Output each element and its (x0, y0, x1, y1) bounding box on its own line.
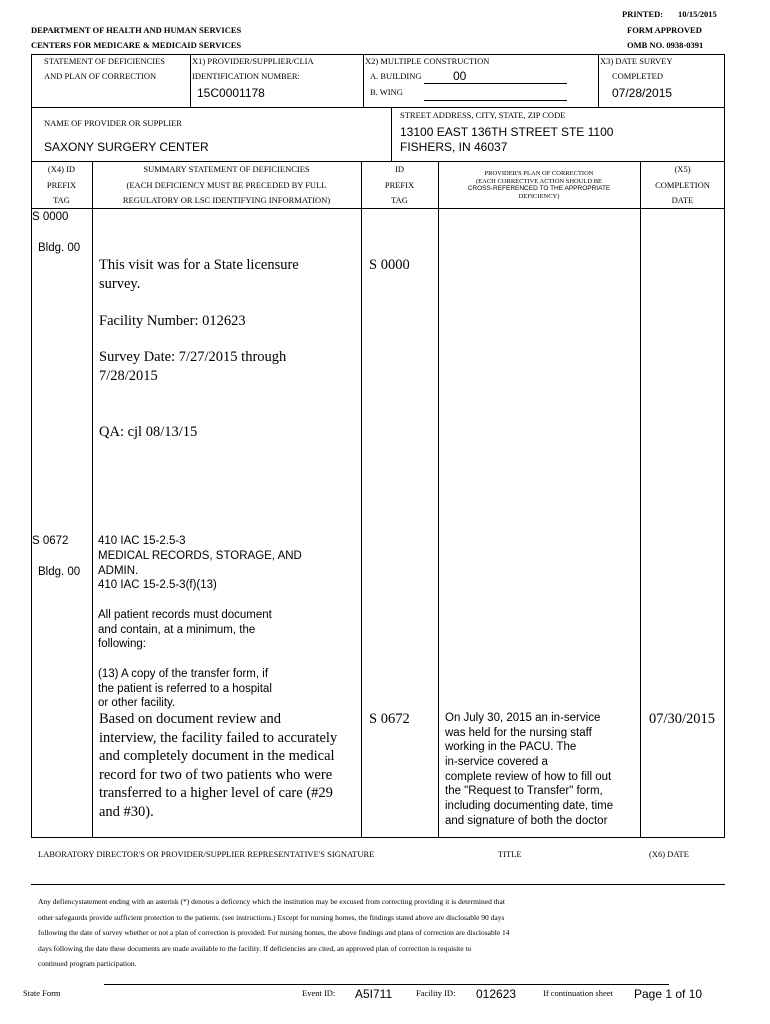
box2-bottom-border (31, 161, 725, 162)
printed-date: 10/15/2015 (678, 9, 717, 19)
completion-header: COMPLETION (655, 180, 710, 190)
box1-left-border (31, 54, 32, 108)
address-line-1: 13100 EAST 136TH STREET STE 1100 (400, 125, 614, 139)
plan-line-2: was held for the nursing staff (445, 727, 592, 739)
continuation-label: If continuation sheet (543, 988, 613, 998)
id-header: ID (395, 164, 404, 174)
plan-line-6: the "Request to Transfer" form, (445, 785, 603, 797)
col-div-1 (92, 161, 93, 838)
x1-label-1: X1) PROVIDER/SUPPLIER/CLIA (192, 56, 314, 66)
director-signature-label: LABORATORY DIRECTOR'S OR PROVIDER/SUPPLIER REPRESENTATIVE'S SIGNATURE (38, 849, 375, 859)
address-line-2: FISHERS, IN 46037 (400, 140, 508, 154)
department-title: DEPARTMENT OF HEALTH AND HUMAN SERVICES (31, 25, 242, 35)
x3-label-2: COMPLETED (612, 71, 663, 81)
summary-header-2: (EACH DEFICIENCY MUST BE PRECEDED BY FULL (126, 180, 327, 190)
disclaimer (38, 894, 510, 972)
facility-id-value: 012623 (476, 987, 517, 1001)
finding-line-5: transferred to a higher level of care (#29 (99, 785, 333, 801)
title-label: TITLE (498, 849, 522, 859)
box1-top-border (31, 54, 725, 55)
plan-header-3: CROSS-REFERENCED TO THE APPROPRIATE (467, 185, 611, 192)
requirement-line-2: and contain, at a minimum, the (98, 624, 256, 636)
date-header: DATE (671, 195, 694, 205)
id-s0000: S 0000 (369, 257, 410, 273)
plan-line-8: and signature of both the doctor (445, 815, 608, 827)
regulation-line-2: MEDICAL RECORDS, STORAGE, AND (98, 550, 302, 562)
disclaimer-line-1: Any defiencystatement ending with an asterisk (*) denotes a deficency which the institution may be excused from correcting providing it is determined that (38, 897, 505, 906)
form-approved: FORM APPROVED (627, 25, 702, 35)
disclaimer-line-3: following the date of survey whether or not a plan of correction is provided. For nursing homes, the above findings and plans of correction are disclosable 14 (38, 928, 510, 937)
table-left-border (31, 161, 32, 838)
tag-s0000: S 0000 (32, 211, 69, 223)
header-bottom-border (31, 208, 725, 209)
provider-name-label: NAME OF PROVIDER OR SUPPLIER (44, 118, 182, 128)
x3-label-1: X3) DATE SURVEY (600, 56, 673, 66)
address-label: STREET ADDRESS, CITY, STATE, ZIP CODE (400, 110, 566, 120)
finding-line-3: and completely document in the medical (99, 748, 335, 764)
box2-left-border (31, 107, 32, 162)
requirement-13-line-1: (13) A copy of the transfer form, if (98, 668, 269, 680)
building-underline (424, 83, 567, 84)
plan-line-3: working in the PACU. The (445, 741, 577, 753)
plan-line-7: including documenting date, time (445, 800, 614, 812)
survey-completed-date: 07/28/2015 (612, 86, 673, 100)
event-id-value: A5I711 (355, 987, 393, 1001)
plan-line-1: On July 30, 2015 an in-service (445, 712, 601, 724)
id-prefix-header: PREFIX (384, 180, 415, 190)
requirement-13-line-2: the patient is referred to a hospital (98, 683, 272, 695)
provider-name: SAXONY SURGERY CENTER (44, 140, 209, 154)
tag-s0672: S 0672 (32, 535, 69, 547)
facility-id-label: Facility ID: (416, 988, 456, 998)
requirement-line-3: following: (98, 638, 146, 650)
summary-1-line-2: survey. (99, 276, 141, 292)
plan-header-4: DEFICIENCY) (518, 192, 560, 200)
omb-number: OMB NO. 0938-0391 (627, 40, 704, 50)
regulation-line-1: 410 IAC 15-2.5-3 (98, 535, 186, 547)
table-bottom-border (31, 837, 725, 838)
statement-label-1: STATEMENT OF DEFICIENCIES (44, 56, 166, 66)
printed-label: PRINTED: (622, 9, 664, 19)
clia-number: 15C0001178 (197, 86, 265, 100)
x5-header: (X5) (674, 164, 691, 174)
signature-bottom-border (31, 884, 725, 885)
summary-1-line-1: This visit was for a State licensure (99, 257, 299, 273)
centers-title: CENTERS FOR MEDICARE & MEDICAID SERVICES (31, 40, 242, 50)
x4-tag-header: TAG (53, 195, 70, 205)
finding-line-2: interview, the facility failed to accurately (99, 730, 338, 746)
finding-line-6: and #30). (99, 804, 154, 820)
bldg-1: Bldg. 00 (38, 242, 81, 254)
finding-line-1: Based on document review and (99, 711, 282, 727)
x6-date-label: (X6) DATE (649, 849, 689, 859)
event-id-label: Event ID: (302, 988, 336, 998)
bldg-2: Bldg. 00 (38, 566, 81, 578)
x4-id-header: (X4) ID (47, 164, 76, 174)
summary-header-3: REGULATORY OR LSC IDENTIFYING INFORMATION) (122, 195, 331, 205)
requirement-line-1: All patient records must document (98, 609, 272, 621)
col-div-4 (640, 161, 641, 838)
box2-divider (391, 107, 392, 162)
wing-underline (424, 100, 567, 101)
statement-label-2: AND PLAN OF CORRECTION (44, 71, 157, 81)
facility-number: Facility Number: 012623 (99, 313, 246, 329)
survey-date-line-1: Survey Date: 7/27/2015 through (99, 349, 287, 365)
disclaimer-line-2: other safegaurds provide sufficient protection to the patients. (see instructions.) Except for nursing homes, the findings stated above are disclosable 90 days (38, 912, 505, 922)
regulation-line-4: 410 IAC 15-2.5-3(f)(13) (98, 579, 217, 591)
col-div-2 (361, 161, 362, 838)
table-right-border (724, 161, 725, 838)
x2-label: X2) MULTIPLE CONSTRUCTION (365, 56, 490, 66)
disclaimer-line-5: continued program participation. (38, 959, 137, 968)
plan-line-4: in-service covered a (445, 756, 548, 768)
finding-line-4: record for two of two patients who were (99, 767, 333, 783)
qa-note: QA: cjl 08/13/15 (99, 424, 198, 440)
plan-header-1: PROVIDER'S PLAN OF CORRECTION (484, 170, 594, 177)
requirement-13-line-3: or other facility. (98, 697, 176, 709)
disclaimer-line-4: days following the date these documents are made available to the facility. If deficiencies are cited, an approved plan of correction is requisite to (38, 943, 472, 953)
col-div-3 (438, 161, 439, 838)
summary-header-1: SUMMARY STATEMENT OF DEFICIENCIES (143, 164, 310, 174)
x4-prefix-header: PREFIX (46, 180, 77, 190)
survey-date-line-2: 7/28/2015 (99, 368, 158, 384)
box1-div3 (598, 54, 599, 108)
wing-label: B. WING (370, 87, 403, 97)
id-tag-header: TAG (391, 195, 408, 205)
page-number: Page 1 of 10 (634, 987, 703, 1001)
box1-div2 (363, 54, 364, 108)
box1-div1 (190, 54, 191, 108)
completion-date-2: 07/30/2015 (649, 711, 716, 727)
building-value: 00 (453, 69, 467, 83)
x1-label-2: IDENTIFICATION NUMBER: (192, 71, 300, 81)
footer-rule (104, 984, 669, 985)
regulation-line-3: ADMIN. (98, 565, 139, 577)
plan-header-2: (EACH CORRECTIVE ACTION SHOULD BE (475, 177, 603, 185)
plan-line-5: complete review of how to fill out (445, 771, 612, 783)
id-s0672: S 0672 (369, 711, 410, 727)
box1-bottom-border (31, 107, 725, 108)
state-form-label: State Form (23, 988, 61, 998)
plan-header (438, 170, 640, 200)
building-label: A. BUILDING (370, 71, 422, 81)
